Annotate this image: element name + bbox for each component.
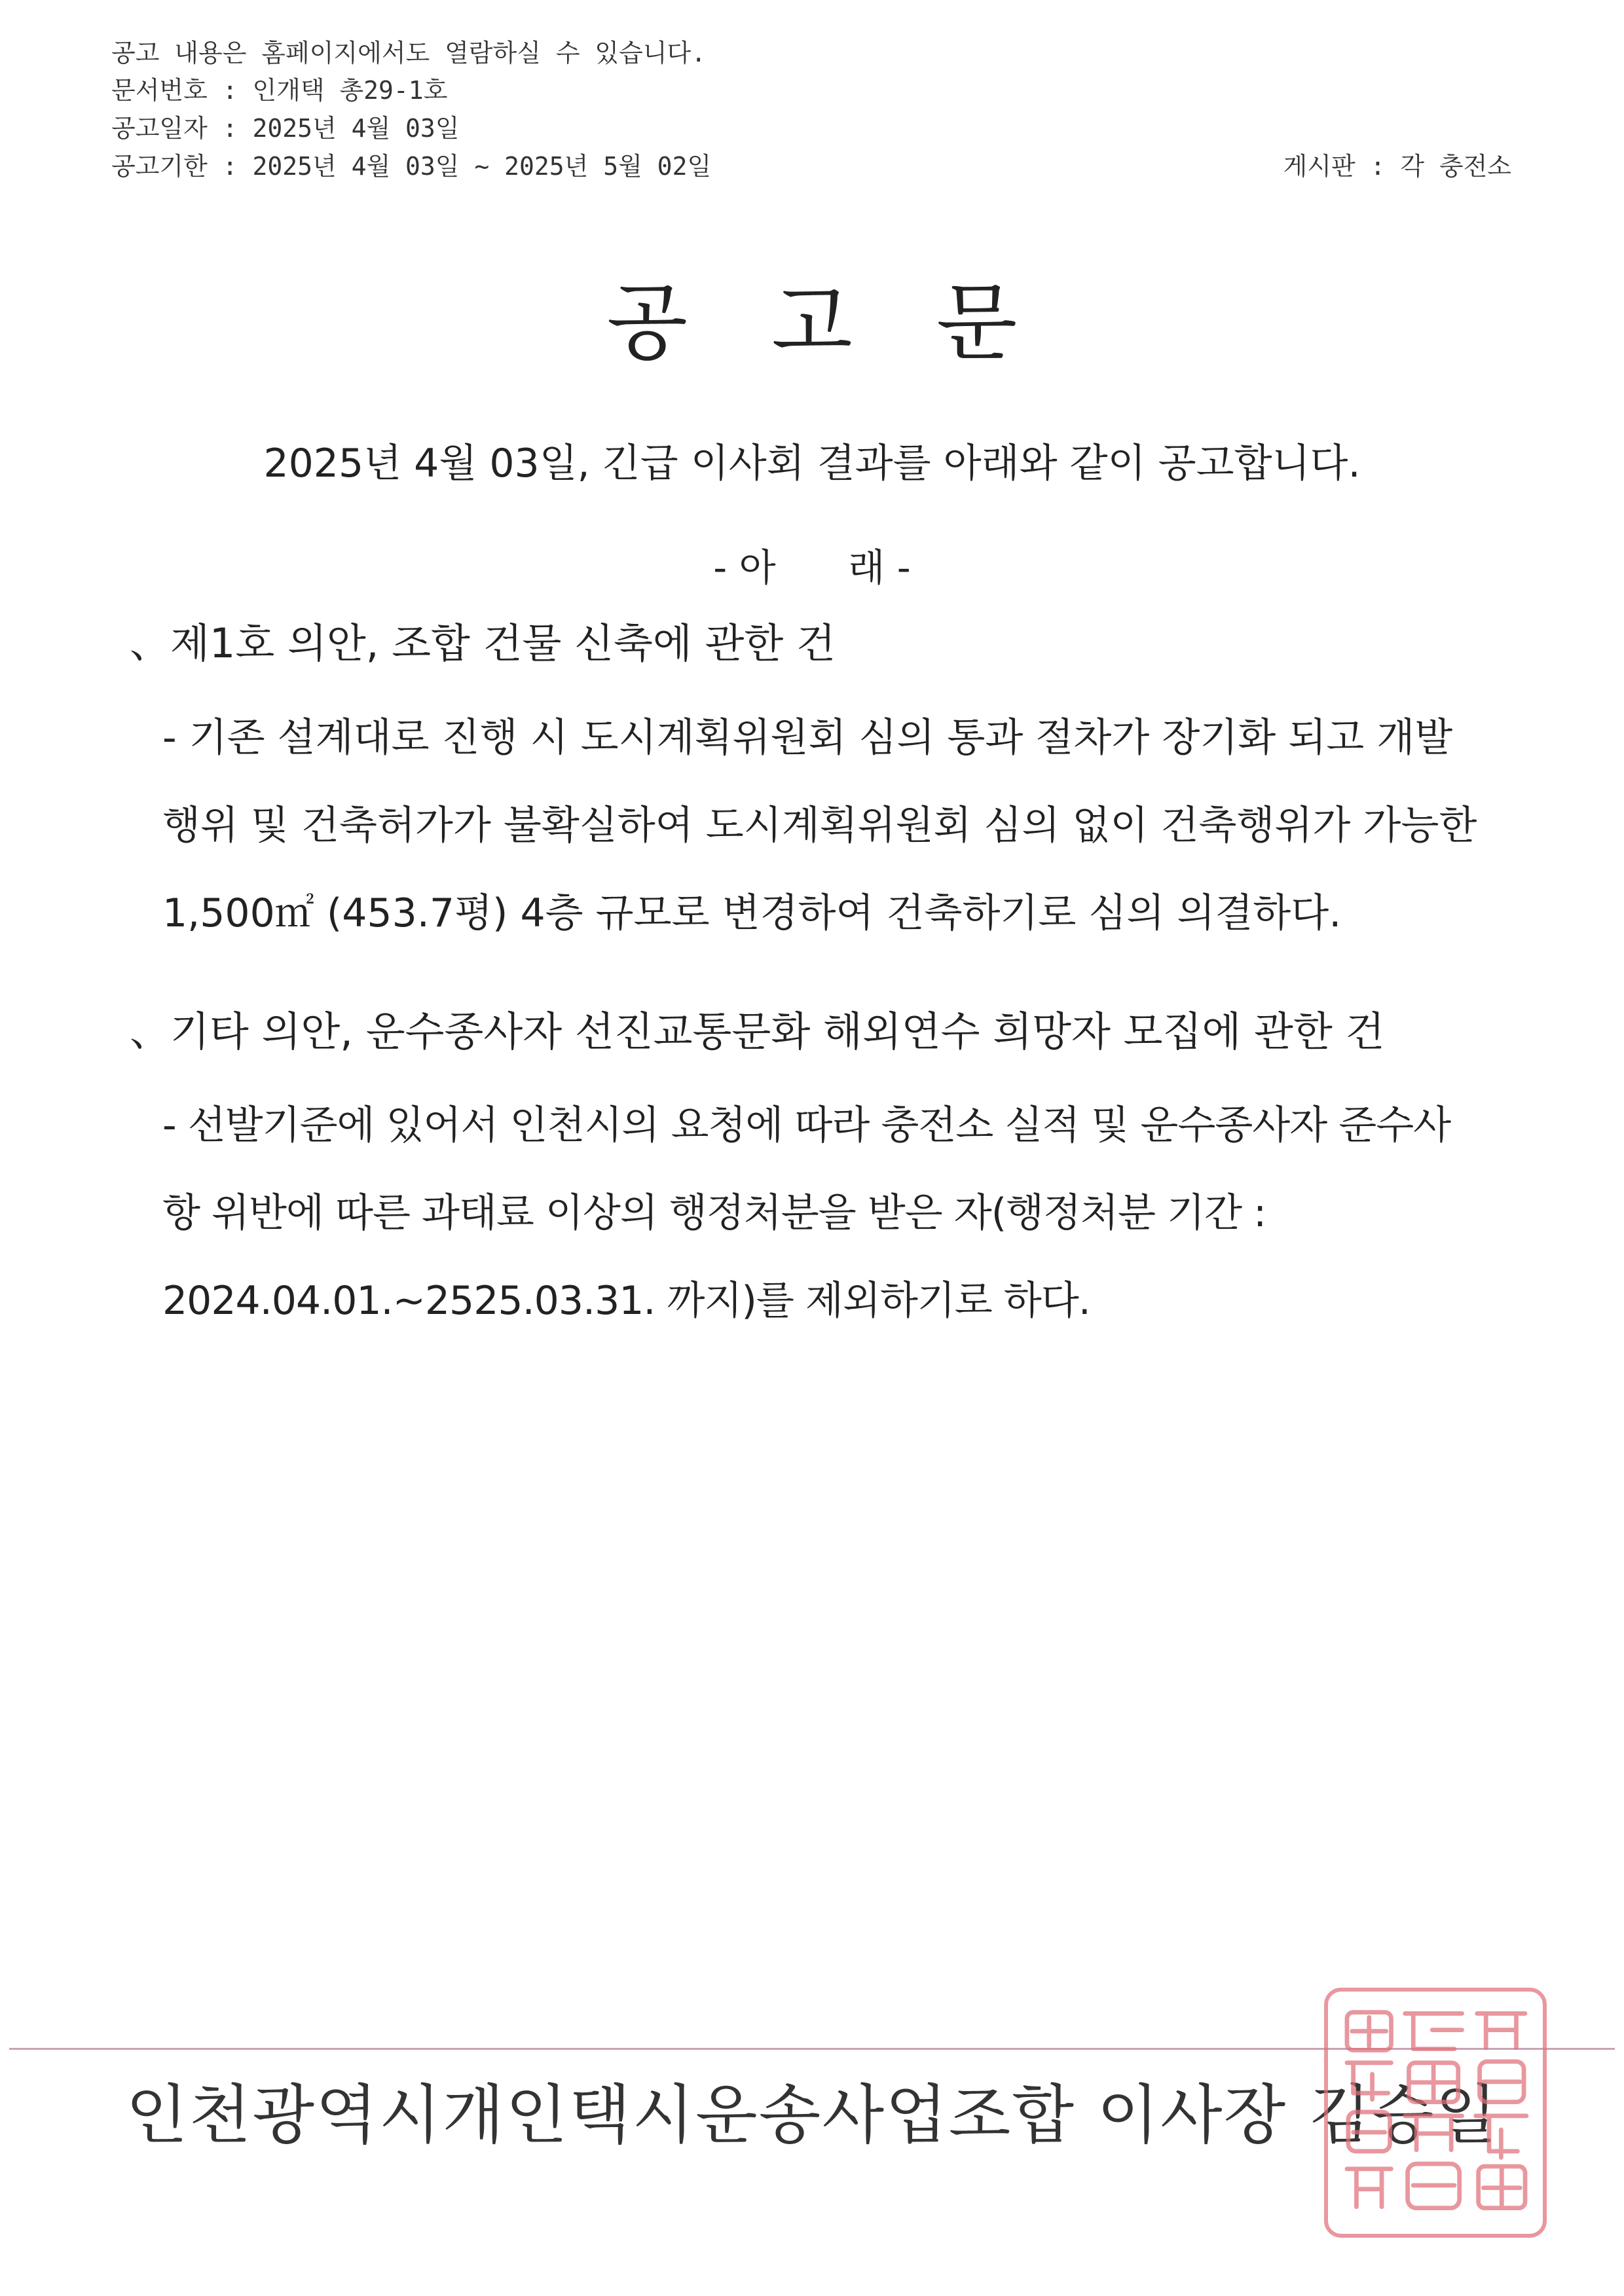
intro-statement: 2025년 4월 03일, 긴급 이사회 결과를 아래와 같이 공고합니다. <box>263 441 1361 486</box>
page-title: 공고문 <box>606 274 1101 372</box>
official-seal-stamp <box>1324 1988 1547 2238</box>
notice-date: 공고일자 : 2025년 4월 03일 <box>111 114 460 143</box>
agenda-item-2-title: 、기타 의안, 운수종사자 선진교통문화 해외연수 희망자 모집에 관한 건 <box>130 1008 1385 1055</box>
agenda-item-1-body: - 기존 설계대로 진행 시 도시계획위원회 심의 통과 절차가 장기화 되고 개발행위 및 건축허가가 불확실하여 도시계획위원회 심의 없이 건축행위가 가능한 1,500㎡ (453.7평) 4층 규모로 변경하여 건축하기로 심의 의결하다. <box>162 715 1477 936</box>
document-number: 문서번호 : 인개택 총29-1호 <box>111 76 448 105</box>
agenda-item-2-body: - 선발기준에 있어서 인천시의 요청에 따라 충전소 실적 및 운수종사자 준수사항 위반에 따른 과태료 이상의 행정처분을 받은 자(행정처분 기간 : 2024.04.01.~2525.03.31. 까지)를 제외하기로 하다. <box>162 1102 1451 1324</box>
agenda-item-1-title: 、제1호 의안, 조합 건물 신축에 관한 건 <box>130 619 836 667</box>
notice-period: 공고기한 : 2025년 4월 03일 ~ 2025년 5월 02일 <box>111 152 712 181</box>
bulletin-board: 게시판 : 각 충전소 <box>1283 152 1511 181</box>
seal-pattern <box>1328 1992 1543 2234</box>
notice-heading: - 아 래 - <box>713 545 911 590</box>
issuer-signature-line: 인천광역시개인택시운송사업조합 이사장 김승일 <box>126 2078 1499 2153</box>
homepage-notice-line: 공고 내용은 홈페이지에서도 열람하실 수 있습니다. <box>111 39 707 67</box>
